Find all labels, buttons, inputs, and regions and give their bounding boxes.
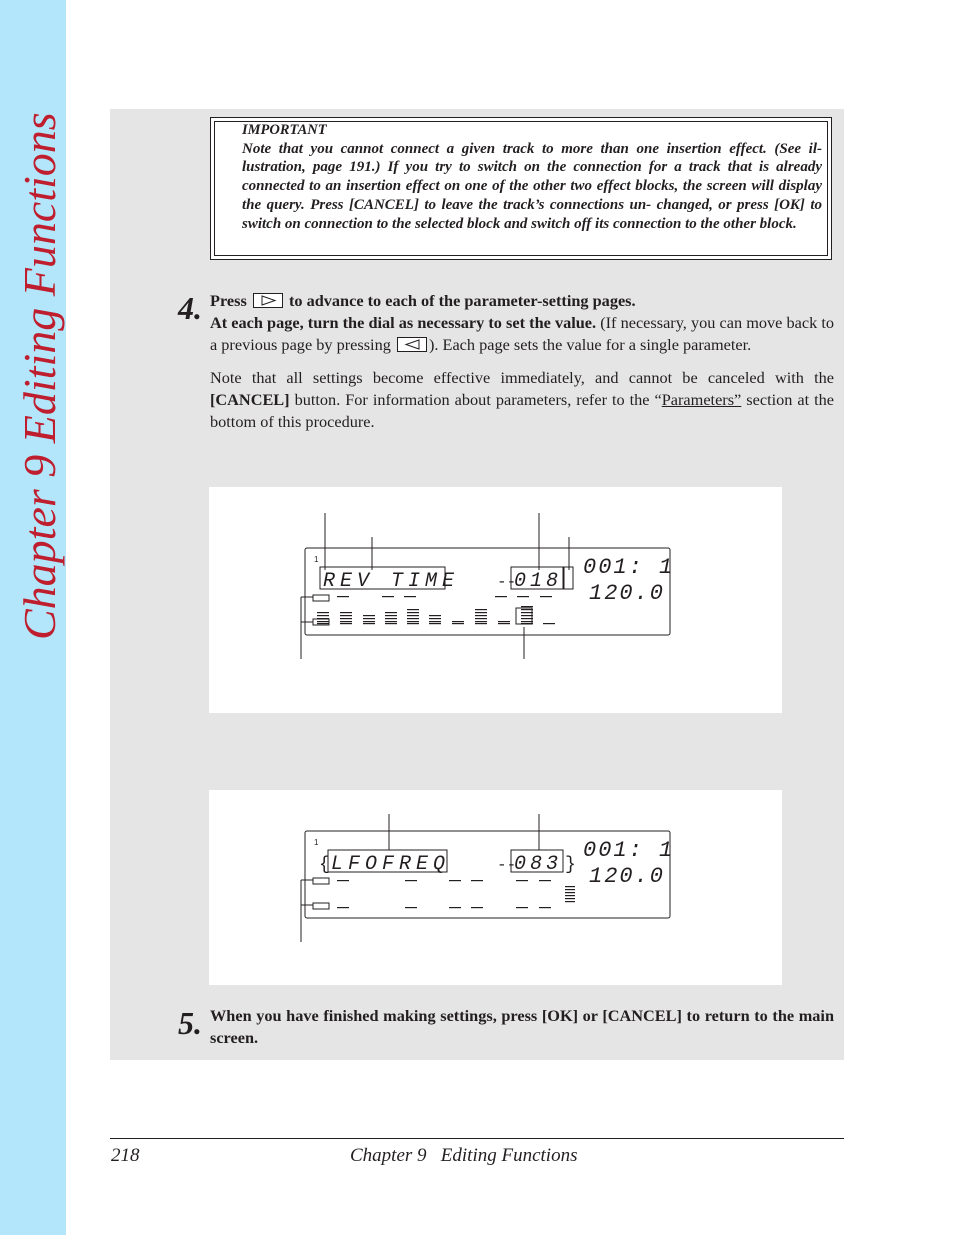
meter-segment bbox=[516, 907, 528, 908]
meter-segment bbox=[407, 612, 419, 613]
lcd2-value: 083 bbox=[514, 853, 563, 876]
back-text-a: (If necessary, you can move back to a previous page by pressing bbox=[210, 313, 834, 354]
meter-segment bbox=[340, 623, 352, 624]
dial-text: At each page, turn the dial as necessary to set the value. bbox=[210, 313, 597, 332]
meter-segment bbox=[521, 606, 533, 607]
meter-segment bbox=[495, 596, 507, 597]
meter-segment bbox=[407, 615, 419, 616]
meter-segment bbox=[337, 880, 349, 881]
meter-segment bbox=[521, 621, 533, 622]
meter-segment bbox=[407, 609, 419, 610]
meter-segment bbox=[517, 596, 529, 597]
meter-segment bbox=[475, 615, 487, 616]
right-arrow-key-icon bbox=[253, 293, 283, 308]
important-text bbox=[242, 121, 822, 233]
meter-segment bbox=[521, 618, 533, 619]
meter-segment bbox=[385, 618, 397, 619]
back-text-b: ). Each page sets the value for a single parameter. bbox=[428, 335, 752, 354]
meter-segment bbox=[539, 880, 551, 881]
svg-text:--: -- bbox=[497, 856, 517, 874]
meter-segment bbox=[407, 618, 419, 619]
meter-segment bbox=[475, 618, 487, 619]
meter-segment bbox=[521, 615, 533, 616]
meter-segment bbox=[385, 612, 397, 613]
footer-chapter-title: Chapter 9 Editing Functions bbox=[350, 1145, 578, 1166]
svg-text:--: -- bbox=[497, 573, 517, 591]
meter-segment bbox=[565, 898, 575, 899]
meter-segment bbox=[539, 907, 551, 908]
meter-segment bbox=[337, 907, 349, 908]
meter-segment bbox=[475, 612, 487, 613]
meter-segment bbox=[540, 596, 552, 597]
lcd-figure-2 bbox=[209, 790, 782, 985]
lcd1-param-name: REV TIME bbox=[323, 570, 460, 593]
note-text-c: section at the bottom of this procedure. bbox=[210, 390, 834, 431]
meter-segment bbox=[449, 880, 461, 881]
meter-segment bbox=[405, 880, 417, 881]
meter-segment bbox=[471, 880, 483, 881]
meter-segment bbox=[407, 623, 419, 624]
note-text-b: button. For information about parameters, refer to the “ bbox=[294, 390, 662, 409]
note-text-a: Note that all settings become effective immediately, and cannot be canceled with the bbox=[210, 368, 834, 387]
meter-segment bbox=[340, 612, 352, 613]
step-number-5: 5. bbox=[178, 1005, 202, 1041]
meter-segment bbox=[429, 623, 441, 624]
cancel-label: [CANCEL] bbox=[210, 390, 290, 409]
page-number: 218 bbox=[111, 1145, 140, 1166]
meter-segment bbox=[521, 609, 533, 610]
lcd1-track-number: 1 bbox=[314, 555, 319, 564]
meter-segment bbox=[475, 609, 487, 610]
meter-segment bbox=[543, 623, 555, 624]
footer-rule bbox=[110, 1138, 844, 1139]
meter-segment bbox=[521, 612, 533, 613]
meter-segment bbox=[429, 621, 441, 622]
parameters-link[interactable]: Parameters” bbox=[661, 390, 742, 409]
meter-segment bbox=[317, 615, 329, 616]
meter-segment bbox=[385, 621, 397, 622]
meter-segment bbox=[429, 618, 441, 619]
lcd2-track-number: 1 bbox=[314, 838, 319, 847]
lcd-figure-1 bbox=[209, 487, 782, 713]
left-arrow-key-icon bbox=[397, 337, 427, 352]
meter-segment bbox=[475, 623, 487, 624]
lcd-display-2 bbox=[209, 790, 782, 985]
meter-segment bbox=[317, 621, 329, 622]
lcd2-param-name: LFOFREQ bbox=[331, 853, 451, 876]
lcd2-level-meters bbox=[337, 880, 575, 908]
meter-segment bbox=[405, 907, 417, 908]
meter-segment bbox=[363, 623, 375, 624]
lcd2-tempo: 120.0 bbox=[589, 864, 666, 889]
meter-segment bbox=[382, 596, 394, 597]
note-paragraph bbox=[210, 367, 834, 433]
step5-text: When you have finished making settings, press [OK] or [CANCEL] to return to the main screen. bbox=[210, 1006, 834, 1047]
meter-segment bbox=[385, 623, 397, 624]
meter-segment bbox=[452, 621, 464, 622]
lcd1-value: 018 bbox=[514, 570, 563, 593]
meter-segment bbox=[317, 618, 329, 619]
meter-segment bbox=[385, 615, 397, 616]
lcd1-level-meters bbox=[317, 596, 555, 624]
meter-segment bbox=[565, 889, 575, 890]
svg-text:{: { bbox=[319, 855, 330, 875]
meter-segment bbox=[429, 615, 441, 616]
meter-segment bbox=[565, 886, 575, 887]
lcd1-position: 001: 1 bbox=[583, 555, 675, 580]
svg-text:}: } bbox=[565, 855, 576, 875]
meter-segment bbox=[317, 623, 329, 624]
important-box bbox=[210, 117, 832, 260]
meter-segment bbox=[404, 596, 416, 597]
chapter-sidebar bbox=[0, 0, 66, 1235]
step4-paragraph bbox=[210, 290, 834, 356]
meter-segment bbox=[516, 880, 528, 881]
press-label: Press bbox=[210, 291, 247, 310]
meter-segment bbox=[449, 907, 461, 908]
meter-segment bbox=[452, 623, 464, 624]
meter-segment bbox=[565, 895, 575, 896]
meter-segment bbox=[565, 901, 575, 902]
meter-segment bbox=[337, 596, 349, 597]
meter-segment bbox=[363, 618, 375, 619]
meter-segment bbox=[340, 615, 352, 616]
meter-segment bbox=[340, 618, 352, 619]
important-body: Note that you cannot connect a given track to more than one insertion effect. (See il- lustration, page 191.) If you try to switch on the connection for a track that is already connected to an insertion effect on one of the other two effect blocks, the screen will display the query. Press [CANCEL] to leave the track’s connections un- changed, or press [OK] to switch on connection to the selected block and switch off its connection to the other block. bbox=[242, 140, 822, 232]
meter-segment bbox=[498, 621, 510, 622]
lcd-display-1 bbox=[209, 487, 782, 713]
meter-segment bbox=[475, 621, 487, 622]
lcd2-position: 001: 1 bbox=[583, 838, 675, 863]
advance-text: to advance to each of the parameter-setting pages. bbox=[288, 291, 636, 310]
meter-segment bbox=[317, 612, 329, 613]
step-number-4: 4. bbox=[178, 290, 202, 326]
sidebar-chapter-title: Chapter 9 Editing Functions bbox=[14, 112, 65, 640]
meter-segment bbox=[471, 907, 483, 908]
meter-segment bbox=[521, 623, 533, 624]
meter-segment bbox=[340, 621, 352, 622]
meter-segment bbox=[363, 615, 375, 616]
lcd1-tempo: 120.0 bbox=[589, 581, 666, 606]
meter-segment bbox=[407, 621, 419, 622]
meter-segment bbox=[363, 621, 375, 622]
important-title: IMPORTANT bbox=[242, 122, 327, 138]
meter-segment bbox=[498, 623, 510, 624]
meter-segment bbox=[565, 892, 575, 893]
